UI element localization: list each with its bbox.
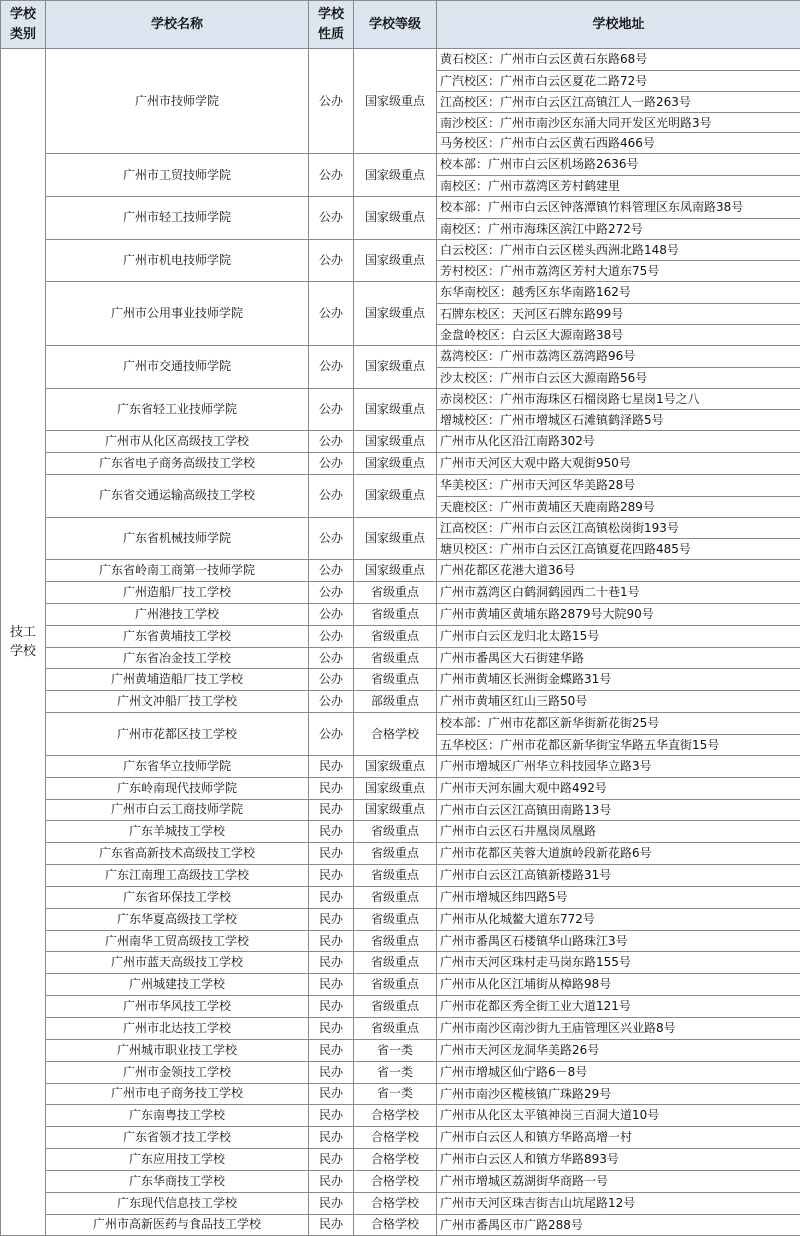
address-line: 广州市天河区龙洞华美路26号: [437, 1040, 800, 1061]
school-address-cell: [437, 154, 800, 197]
table-row: [1, 908, 800, 930]
address-line: 广州市增城区广州华立科技园华立路3号: [437, 756, 800, 777]
address-line: 广州市从化城鳌大道东772号: [437, 909, 800, 930]
address-line: 广州市增城区荔湖街华商路一号: [437, 1171, 800, 1192]
school-nature-cell: 民办: [309, 1105, 354, 1127]
school-level-cell: 省级重点: [354, 886, 437, 908]
school-nature-cell: 民办: [309, 843, 354, 865]
school-name-cell: 广东现代信息技工学校: [46, 1192, 309, 1214]
table-row: [1, 1083, 800, 1105]
school-name-cell: 广州南华工贸高级技工学校: [46, 930, 309, 952]
school-address-cell: [437, 755, 800, 777]
address-line: 沙太校区：广州市白云区大源南路56号: [437, 367, 800, 388]
school-level-cell: 国家级重点: [354, 560, 437, 582]
school-level-cell: 省一类: [354, 1083, 437, 1105]
school-name-cell: 广州市高新医药与食品技工学校: [46, 1214, 309, 1236]
table-row: [1, 952, 800, 974]
school-address-cell: [437, 886, 800, 908]
table-row: [1, 1127, 800, 1149]
header-level: 学校等级: [354, 1, 437, 49]
school-level-cell: 国家级重点: [354, 474, 437, 517]
address-line: 芳村校区：广州市荔湾区芳村大道东75号: [437, 260, 800, 281]
address-line: 石牌东校区：天河区石牌东路99号: [437, 303, 800, 324]
school-address-cell: [437, 1061, 800, 1083]
school-name-cell: 广东省交通运输高级技工学校: [46, 474, 309, 517]
school-name-cell: 广东省轻工业技师学院: [46, 388, 309, 431]
school-level-cell: 部级重点: [354, 691, 437, 713]
school-nature-cell: 公办: [309, 388, 354, 431]
address-line: 广州市黄埔区黄埔东路2879号大院90号: [437, 604, 800, 625]
school-name-cell: 广州市北达技工学校: [46, 1017, 309, 1039]
school-address-cell: [437, 560, 800, 582]
school-address-cell: [437, 647, 800, 669]
school-address-cell: [437, 1192, 800, 1214]
school-address-cell: [437, 517, 800, 560]
school-nature-cell: 民办: [309, 908, 354, 930]
school-name-cell: 广州市轻工技师学院: [46, 196, 309, 239]
school-level-cell: 省级重点: [354, 974, 437, 996]
school-address-cell: [437, 1083, 800, 1105]
table-row: [1, 517, 800, 560]
school-level-cell: 合格学校: [354, 1192, 437, 1214]
table-row: [1, 560, 800, 582]
address-line: 校本部：广州市白云区钟落潭镇竹料管理区东凤南路38号: [437, 197, 800, 218]
school-name-cell: 广州市从化区高级技工学校: [46, 431, 309, 453]
address-line: 校本部：广州市白云区机场路2636号: [437, 154, 800, 175]
school-address-cell: [437, 474, 800, 517]
school-level-cell: 省级重点: [354, 669, 437, 691]
school-level-cell: 省级重点: [354, 603, 437, 625]
school-nature-cell: 公办: [309, 49, 354, 154]
school-level-cell: 国家级重点: [354, 777, 437, 799]
address-line: 广州市白云区人和镇方华路893号: [437, 1149, 800, 1170]
address-line: 增城校区：广州市增城区石滩镇鹤泽路5号: [437, 409, 800, 430]
school-nature-cell: 民办: [309, 1127, 354, 1149]
school-name-cell: 广州城建技工学校: [46, 974, 309, 996]
address-line: 广州市从化区太平镇神岗三百洞大道10号: [437, 1105, 800, 1126]
school-level-cell: 合格学校: [354, 1149, 437, 1171]
table-row: [1, 691, 800, 713]
address-line: 南校区：广州市荔湾区芳村鹤建里: [437, 175, 800, 196]
school-address-cell: [437, 625, 800, 647]
address-line: 广州市番禺区石楼镇华山路珠江3号: [437, 931, 800, 952]
school-address-cell: [437, 1170, 800, 1192]
school-name-cell: 广州市金领技工学校: [46, 1061, 309, 1083]
school-address-cell: [437, 996, 800, 1018]
school-nature-cell: 民办: [309, 952, 354, 974]
table-row: [1, 282, 800, 346]
school-level-cell: 合格学校: [354, 713, 437, 756]
school-name-cell: 广州市花都区技工学校: [46, 713, 309, 756]
address-line: 广州市天河区珠吉街吉山坑尾路12号: [437, 1193, 800, 1214]
table-row: [1, 625, 800, 647]
table-row: [1, 345, 800, 388]
school-name-cell: 广东南粤技工学校: [46, 1105, 309, 1127]
school-nature-cell: 民办: [309, 1149, 354, 1171]
table-row: [1, 474, 800, 517]
school-level-cell: 合格学校: [354, 1127, 437, 1149]
table-row: [1, 1039, 800, 1061]
address-line: 金盘岭校区：白云区大源南路38号: [437, 324, 800, 345]
school-nature-cell: 民办: [309, 1017, 354, 1039]
school-address-cell: [437, 582, 800, 604]
school-name-cell: 广州市机电技师学院: [46, 239, 309, 282]
school-level-cell: 省级重点: [354, 952, 437, 974]
table-row: [1, 777, 800, 799]
school-name-cell: 广州市电子商务技工学校: [46, 1083, 309, 1105]
school-level-cell: 省级重点: [354, 821, 437, 843]
school-nature-cell: 公办: [309, 713, 354, 756]
address-line: 南校区：广州市海珠区滨江中路272号: [437, 218, 800, 239]
table-row: [1, 821, 800, 843]
school-name-cell: 广东省电子商务高级技工学校: [46, 453, 309, 475]
school-nature-cell: 民办: [309, 1192, 354, 1214]
address-line: 华美校区：广州市天河区华美路28号: [437, 475, 800, 496]
school-address-cell: [437, 1105, 800, 1127]
school-level-cell: 合格学校: [354, 1214, 437, 1236]
school-name-cell: 广州市交通技师学院: [46, 345, 309, 388]
school-nature-cell: 公办: [309, 669, 354, 691]
school-address-cell: [437, 282, 800, 346]
school-name-cell: 广东羊城技工学校: [46, 821, 309, 843]
school-nature-cell: 公办: [309, 560, 354, 582]
school-nature-cell: 公办: [309, 474, 354, 517]
table-row: [1, 1192, 800, 1214]
address-line: 广州市白云区龙归北太路15号: [437, 626, 800, 647]
school-name-cell: 广州市白云工商技师学院: [46, 799, 309, 821]
address-line: 广州市白云区石井凰岗凤凰路: [437, 821, 800, 842]
table-row: [1, 799, 800, 821]
address-line: 荔湾校区：广州市荔湾区荔湾路96号: [437, 346, 800, 367]
school-nature-cell: 民办: [309, 1214, 354, 1236]
school-level-cell: 国家级重点: [354, 388, 437, 431]
school-address-cell: [437, 930, 800, 952]
school-address-cell: [437, 691, 800, 713]
school-address-cell: [437, 865, 800, 887]
school-name-cell: 广东省高新技术高级技工学校: [46, 843, 309, 865]
school-name-cell: 广州市蓝天高级技工学校: [46, 952, 309, 974]
school-nature-cell: 民办: [309, 1061, 354, 1083]
school-name-cell: 广东省黄埔技工学校: [46, 625, 309, 647]
table-row: [1, 154, 800, 197]
table-row: [1, 49, 800, 154]
school-level-cell: 国家级重点: [354, 453, 437, 475]
school-name-cell: 广州市技师学院: [46, 49, 309, 154]
school-nature-cell: 民办: [309, 974, 354, 996]
school-address-cell: [437, 239, 800, 282]
address-line: 塘贝校区：广州市白云区江高镇夏花四路485号: [437, 538, 800, 559]
school-address-cell: [437, 843, 800, 865]
table-row: [1, 647, 800, 669]
table-row: [1, 1149, 800, 1171]
address-line: 广州市黄埔区长洲街金蝶路31号: [437, 669, 800, 690]
address-line: 广州市增城区仙宁路6－8号: [437, 1062, 800, 1083]
table-row: [1, 603, 800, 625]
school-level-cell: 省级重点: [354, 996, 437, 1018]
table-row: [1, 196, 800, 239]
school-name-cell: 广东省岭南工商第一技师学院: [46, 560, 309, 582]
school-level-cell: 省一类: [354, 1061, 437, 1083]
address-line: 广州市番禺区市广路288号: [437, 1215, 800, 1236]
school-level-cell: 合格学校: [354, 1105, 437, 1127]
school-nature-cell: 公办: [309, 453, 354, 475]
school-name-cell: 广东华商技工学校: [46, 1170, 309, 1192]
school-level-cell: 省级重点: [354, 647, 437, 669]
school-nature-cell: 公办: [309, 282, 354, 346]
school-address-cell: [437, 669, 800, 691]
school-address-cell: [437, 821, 800, 843]
school-address-cell: [437, 345, 800, 388]
school-level-cell: 国家级重点: [354, 755, 437, 777]
school-name-cell: 广东省冶金技工学校: [46, 647, 309, 669]
table-row: [1, 582, 800, 604]
school-nature-cell: 民办: [309, 1170, 354, 1192]
school-address-cell: [437, 49, 800, 154]
address-line: 广州市南沙区南沙街九王庙管理区兴业路8号: [437, 1018, 800, 1039]
school-address-cell: [437, 974, 800, 996]
school-address-cell: [437, 777, 800, 799]
school-name-cell: 广州市华风技工学校: [46, 996, 309, 1018]
school-name-cell: 广东省领才技工学校: [46, 1127, 309, 1149]
school-name-cell: 广州黄埔造船厂技工学校: [46, 669, 309, 691]
address-line: 广州市黄埔区红山三路50号: [437, 691, 800, 712]
school-nature-cell: 公办: [309, 517, 354, 560]
table-row: [1, 713, 800, 756]
school-level-cell: 国家级重点: [354, 431, 437, 453]
address-line: 南沙校区：广州市南沙区东涌大同开发区光明路3号: [437, 112, 800, 133]
address-line: 广州市白云区江高镇新楼路31号: [437, 865, 800, 886]
school-address-cell: [437, 713, 800, 756]
school-level-cell: 国家级重点: [354, 196, 437, 239]
school-name-cell: 广州市公用事业技师学院: [46, 282, 309, 346]
address-line: 赤岗校区：广州市海珠区石榴岗路七星岗1号之八: [437, 389, 800, 410]
address-line: 广州市从化区沿江南路302号: [437, 431, 800, 452]
table-row: [1, 453, 800, 475]
school-address-cell: [437, 1214, 800, 1236]
address-line: 东华南校区：越秀区东华南路162号: [437, 282, 800, 303]
school-level-cell: 国家级重点: [354, 49, 437, 154]
address-line: 广州市白云区人和镇方华路高增一村: [437, 1127, 800, 1148]
table-row: [1, 865, 800, 887]
school-nature-cell: 公办: [309, 625, 354, 647]
school-level-cell: 省级重点: [354, 1017, 437, 1039]
school-name-cell: 广东岭南现代技师学院: [46, 777, 309, 799]
address-line: 广州市天河东圃大观中路492号: [437, 778, 800, 799]
school-name-cell: 广东应用技工学校: [46, 1149, 309, 1171]
school-level-cell: 国家级重点: [354, 799, 437, 821]
address-line: 校本部：广州市花都区新华街新花街25号: [437, 713, 800, 734]
address-line: 广州市花都区芙蓉大道旗岭段新花路6号: [437, 843, 800, 864]
address-line: 广汽校区：广州市白云区夏花二路72号: [437, 70, 800, 91]
address-line: 天鹿校区：广州市黄埔区天鹿南路289号: [437, 496, 800, 517]
address-line: 马务校区：广州市白云区黄石西路466号: [437, 132, 800, 153]
school-name-cell: 广州文冲船厂技工学校: [46, 691, 309, 713]
address-line: 广州市天河区大观中路大观街950号: [437, 453, 800, 474]
table-row: [1, 1214, 800, 1236]
school-level-cell: 国家级重点: [354, 239, 437, 282]
table-row: [1, 669, 800, 691]
school-address-cell: [437, 453, 800, 475]
school-nature-cell: 民办: [309, 886, 354, 908]
school-nature-cell: 公办: [309, 647, 354, 669]
school-level-cell: 省级重点: [354, 930, 437, 952]
table-row: [1, 1017, 800, 1039]
school-name-cell: 广东省华立技师学院: [46, 755, 309, 777]
school-nature-cell: 民办: [309, 930, 354, 952]
address-line: 白云校区：广州市白云区槎头西洲北路148号: [437, 240, 800, 261]
school-level-cell: 国家级重点: [354, 282, 437, 346]
address-line: 广州花都区花港大道36号: [437, 560, 800, 581]
school-nature-cell: 公办: [309, 431, 354, 453]
school-address-cell: [437, 1039, 800, 1061]
school-nature-cell: 民办: [309, 799, 354, 821]
school-address-cell: [437, 388, 800, 431]
address-line: 广州市荔湾区白鹤洞鹤园西二十巷1号: [437, 582, 800, 603]
school-nature-cell: 民办: [309, 1039, 354, 1061]
table-row: [1, 1061, 800, 1083]
school-name-cell: 广东省环保技工学校: [46, 886, 309, 908]
school-nature-cell: 民办: [309, 865, 354, 887]
school-address-cell: [437, 952, 800, 974]
school-level-cell: 省级重点: [354, 865, 437, 887]
school-name-cell: 广东省机械技师学院: [46, 517, 309, 560]
address-line: 黄石校区：广州市白云区黄石东路68号: [437, 49, 800, 70]
address-line: 广州市花都区秀全街工业大道121号: [437, 996, 800, 1017]
address-line: 广州市番禺区大石街建华路: [437, 648, 800, 669]
school-nature-cell: 公办: [309, 154, 354, 197]
school-nature-cell: 民办: [309, 821, 354, 843]
school-name-cell: 广东江南理工高级技工学校: [46, 865, 309, 887]
address-line: 江高校区：广州市白云区江高镇松岗街193号: [437, 518, 800, 539]
school-address-cell: [437, 431, 800, 453]
school-address-cell: [437, 1127, 800, 1149]
table-row: [1, 388, 800, 431]
school-address-cell: [437, 1149, 800, 1171]
address-line: 广州市天河区珠村走马岗东路155号: [437, 952, 800, 973]
school-nature-cell: 公办: [309, 239, 354, 282]
table-row: [1, 1170, 800, 1192]
header-address: 学校地址: [437, 1, 800, 49]
school-name-cell: 广州城市职业技工学校: [46, 1039, 309, 1061]
table-row: [1, 239, 800, 282]
table-row: [1, 431, 800, 453]
school-level-cell: 省级重点: [354, 582, 437, 604]
school-nature-cell: 民办: [309, 777, 354, 799]
school-address-cell: [437, 1017, 800, 1039]
school-nature-cell: 公办: [309, 196, 354, 239]
school-nature-cell: 公办: [309, 345, 354, 388]
table-row: [1, 843, 800, 865]
table-row: [1, 930, 800, 952]
school-name-cell: 广东华夏高级技工学校: [46, 908, 309, 930]
address-line: 广州市白云区江高镇田南路13号: [437, 800, 800, 821]
address-line: 广州市从化区江埔街从樟路98号: [437, 974, 800, 995]
school-nature-cell: 公办: [309, 691, 354, 713]
category-cell: 技工 学校: [1, 49, 46, 1236]
table-row: [1, 886, 800, 908]
school-level-cell: 省级重点: [354, 908, 437, 930]
school-level-cell: 国家级重点: [354, 154, 437, 197]
school-level-cell: 省级重点: [354, 843, 437, 865]
header-name: 学校名称: [46, 1, 309, 49]
school-level-cell: 国家级重点: [354, 345, 437, 388]
school-nature-cell: 公办: [309, 582, 354, 604]
school-level-cell: 国家级重点: [354, 517, 437, 560]
address-line: 广州市南沙区榄核镇广珠路29号: [437, 1084, 800, 1105]
school-level-cell: 省级重点: [354, 625, 437, 647]
school-name-cell: 广州造船厂技工学校: [46, 582, 309, 604]
school-nature-cell: 民办: [309, 996, 354, 1018]
address-line: 广州市增城区纬四路5号: [437, 887, 800, 908]
school-address-cell: [437, 196, 800, 239]
header-row: [1, 1, 800, 49]
header-nature: 学校 性质: [309, 1, 354, 49]
school-name-cell: 广州港技工学校: [46, 603, 309, 625]
table-row: [1, 996, 800, 1018]
table-row: [1, 1105, 800, 1127]
address-line: 江高校区：广州市白云区江高镇江人一路263号: [437, 91, 800, 112]
table-row: [1, 755, 800, 777]
school-nature-cell: 公办: [309, 603, 354, 625]
table-row: [1, 974, 800, 996]
school-address-cell: [437, 908, 800, 930]
address-line: 五华校区：广州市花都区新华街宝华路五华直街15号: [437, 734, 800, 755]
school-level-cell: 省一类: [354, 1039, 437, 1061]
school-level-cell: 合格学校: [354, 1170, 437, 1192]
school-name-cell: 广州市工贸技师学院: [46, 154, 309, 197]
school-nature-cell: 民办: [309, 755, 354, 777]
header-category: 学校 类别: [1, 1, 46, 49]
school-address-cell: [437, 603, 800, 625]
school-address-cell: [437, 799, 800, 821]
school-nature-cell: 民办: [309, 1083, 354, 1105]
